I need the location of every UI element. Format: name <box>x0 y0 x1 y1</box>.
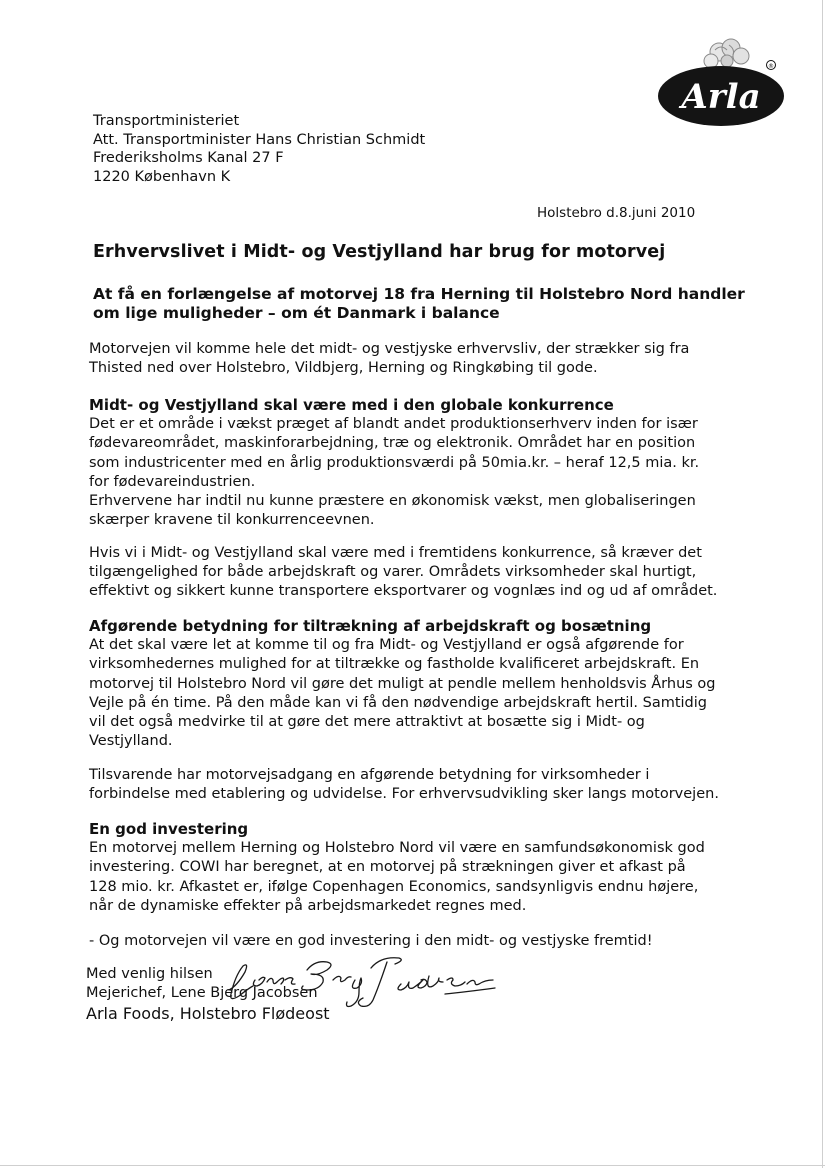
body-line: Det er et område i vækst præget af blandt andet produktionserhverv inden for især <box>89 416 698 433</box>
section-heading: En god investering <box>89 820 249 838</box>
letter-subtitle <box>93 285 753 322</box>
recipient-line: Frederiksholms Kanal 27 F <box>93 150 284 166</box>
closing-remark <box>89 932 653 951</box>
subtitle-line: om lige muligheder – om ét Danmark i balance <box>93 303 500 322</box>
section-heading: Midt- og Vestjylland skal være med i den globale konkurrence <box>89 396 614 414</box>
recipient-address <box>93 112 425 186</box>
body-line: effektivt og sikkert kunne transportere eksportvarer og vognlæs ind og ud af området. <box>89 583 718 600</box>
body-line: 128 mio. kr. Afkastet er, ifølge Copenhagen Economics, sandsynligvis endnu højere, <box>89 878 699 895</box>
recipient-line: Transportministeriet <box>93 113 240 129</box>
body-line: Vestjylland. <box>89 733 173 750</box>
body-line: Vejle på én time. På den måde kan vi få den nødvendige arbejdskraft hertil. Samtidig <box>89 694 707 711</box>
section-global-competition-para2 <box>89 544 717 602</box>
signoff-company: Arla Foods, Holstebro Flødeost <box>86 1004 330 1023</box>
body-line: når de dynamiske effekter på arbejdsmarkedet regnes med. <box>89 897 527 914</box>
body-line: motorvej til Holstebro Nord vil gøre det muligt at pendle mellem henholdsvis Århus og <box>89 675 716 692</box>
letter-date: Holstebro d.8.juni 2010 <box>537 205 696 221</box>
page-edge-right <box>822 0 823 1168</box>
body-line: Erhvervene har indtil nu kunne præstere en økonomisk vækst, men globaliseringen <box>89 493 696 510</box>
body-line: skærper kravene til konkurrenceevnen. <box>89 512 375 529</box>
body-line: tilgængelighed for både arbejdskraft og varer. Områdets virksomheder skal hurtigt, <box>89 564 697 581</box>
section-labour-settlement-para2 <box>89 766 719 804</box>
recipient-line: 1220 København K <box>93 168 231 185</box>
section-labour-settlement <box>89 617 716 751</box>
body-line: fødevareområdet, maskinforarbejdning, træ og elektronik. Området har en position <box>89 435 696 452</box>
section-investment <box>89 820 705 916</box>
body-line: som industricenter med en årlig produktionsværdi på 50mia.kr. – heraf 12,5 mia. kr. <box>89 454 700 471</box>
logo-wordmark: Arla <box>681 77 761 117</box>
handwritten-signature <box>215 950 505 1020</box>
body-line: forbindelse med etablering og udvidelse. For erhvervsudvikling sker langs motorvejen. <box>89 786 719 803</box>
body-line: Motorvejen vil komme hele det midt- og vestjyske erhvervsliv, der strækker sig fra <box>89 341 690 357</box>
signoff-greeting: Med venlig hilsen <box>86 966 213 982</box>
signoff-name-title: Mejerichef, Lene Bjerg Jacobsen <box>86 985 318 1001</box>
registered-mark: ® <box>768 63 774 70</box>
intro-paragraph <box>89 340 689 378</box>
logo-flower-icon <box>704 39 749 68</box>
page-edge-bottom <box>0 1165 825 1166</box>
body-line: Tilsvarende har motorvejsadgang en afgørende betydning for virksomheder i <box>89 767 650 783</box>
body-line: En motorvej mellem Herning og Holstebro Nord vil være en samfundsøkonomisk god <box>89 840 705 857</box>
body-line: Hvis vi i Midt- og Vestjylland skal være med i fremtidens konkurrence, så kræver det <box>89 545 702 561</box>
letter-title: Erhvervslivet i Midt- og Vestjylland har brug for motorvej <box>93 242 666 262</box>
body-line: for fødevareindustrien. <box>89 473 256 490</box>
body-line: At det skal være let at komme til og fra Midt- og Vestjylland er også afgørende for <box>89 637 684 654</box>
body-line: investering. COWI har beregnet, at en motorvej på strækningen giver et afkast på <box>89 859 686 876</box>
body-line: virksomhedernes mulighed for at tiltrække og fastholde kvalificeret arbejdskraft. En <box>89 656 700 673</box>
recipient-line: Att. Transportminister Hans Christian Schmidt <box>93 131 426 148</box>
body-line: - Og motorvejen vil være en god investering i den midt- og vestjyske fremtid! <box>89 933 653 949</box>
section-heading: Afgørende betydning for tiltrækning af arbejdskraft og bosætning <box>89 617 652 635</box>
section-global-competition <box>89 396 699 530</box>
arla-logo <box>655 30 790 130</box>
subtitle-line: At få en forlængelse af motorvej 18 fra Herning til Holstebro Nord handler <box>93 285 745 303</box>
body-line: Thisted ned over Holstebro, Vildbjerg, Herning og Ringkøbing til gode. <box>89 360 598 377</box>
body-line: vil det også medvirke til at gøre det mere attraktivt at bosætte sig i Midt- og <box>89 714 645 731</box>
